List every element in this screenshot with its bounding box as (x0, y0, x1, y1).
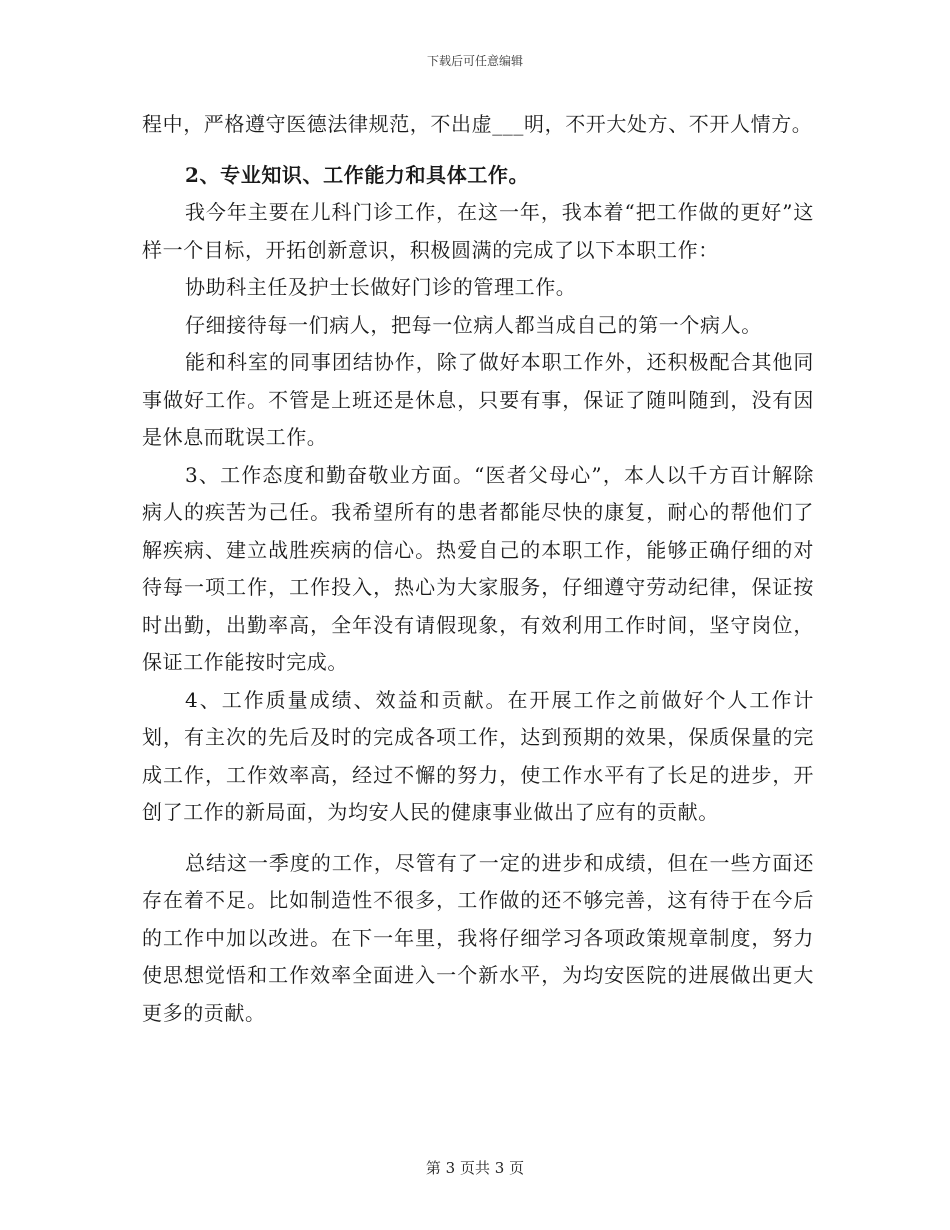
section-attitude: 3、工作态度和勤奋敬业方面。“医者父母心”，本人以千方百计解除病人的疾苦为己任。我希望所有的患者都能尽快的康复，耐心的帮他们了解疾病、建立战胜疾病的信心。热爱自己的本职工作，能够正确仔细的对待每一项工作，工作投入，热心为大家服务，仔细遵守劳动纪律，保证按时出勤，出勤率高，全年没有请假现象，有效利用工作时间，坚守岗位，保证工作能按时完成。 (142, 462, 814, 674)
paragraph-work-intro: 我今年主要在儿科门诊工作，在这一年，我本着“把工作做的更好”这样一个目标，开拓创新意识，积极圆满的完成了以下本职工作： (142, 200, 814, 262)
paragraph-management: 协助科主任及护士长做好门诊的管理工作。 (185, 275, 577, 299)
section-heading-2: 2、专业知识、工作能力和具体工作。 (185, 162, 530, 187)
paragraph-teamwork: 能和科室的同事团结协作，除了做好本职工作外，还积极配合其他同事做好工作。不管是上班还是休息，只要有事，保证了随叫随到，没有因是休息而耽误工作。 (142, 350, 814, 449)
section-quality: 4、工作质量成绩、效益和贡献。在开展工作之前做好个人工作计划，有主次的先后及时的完成各项工作，达到预期的效果，保质保量的完成工作，工作效率高，经过不懈的努力，使工作水平有了长足的进步，开创了工作的新局面，为均安人民的健康事业做出了应有的贡献。 (142, 687, 814, 824)
paragraph-summary: 总结这一季度的工作，尽管有了一定的进步和成绩，但在一些方面还存在着不足。比如制造性不很多，工作做的还不够完善，这有待于在今后的工作中加以改进。在下一年里，我将仔细学习各项政策规章制度，努力使思想觉悟和工作效率全面进入一个新水平，为均安医院的进展做出更大更多的贡献。 (142, 850, 814, 1025)
page-header: 下载后可任意编辑 (426, 54, 523, 68)
paragraph-patients: 仔细接待每一们病人，把每一位病人都当成自己的第一个病人。 (185, 312, 762, 337)
document-body (142, 106, 814, 1032)
page-footer: 第 3 页共 3 页 (425, 1159, 525, 1177)
paragraph-continuation: 程中，严格遵守医德法律规范，不出虚___明，不开大处方、不开人情方。 (142, 112, 813, 136)
